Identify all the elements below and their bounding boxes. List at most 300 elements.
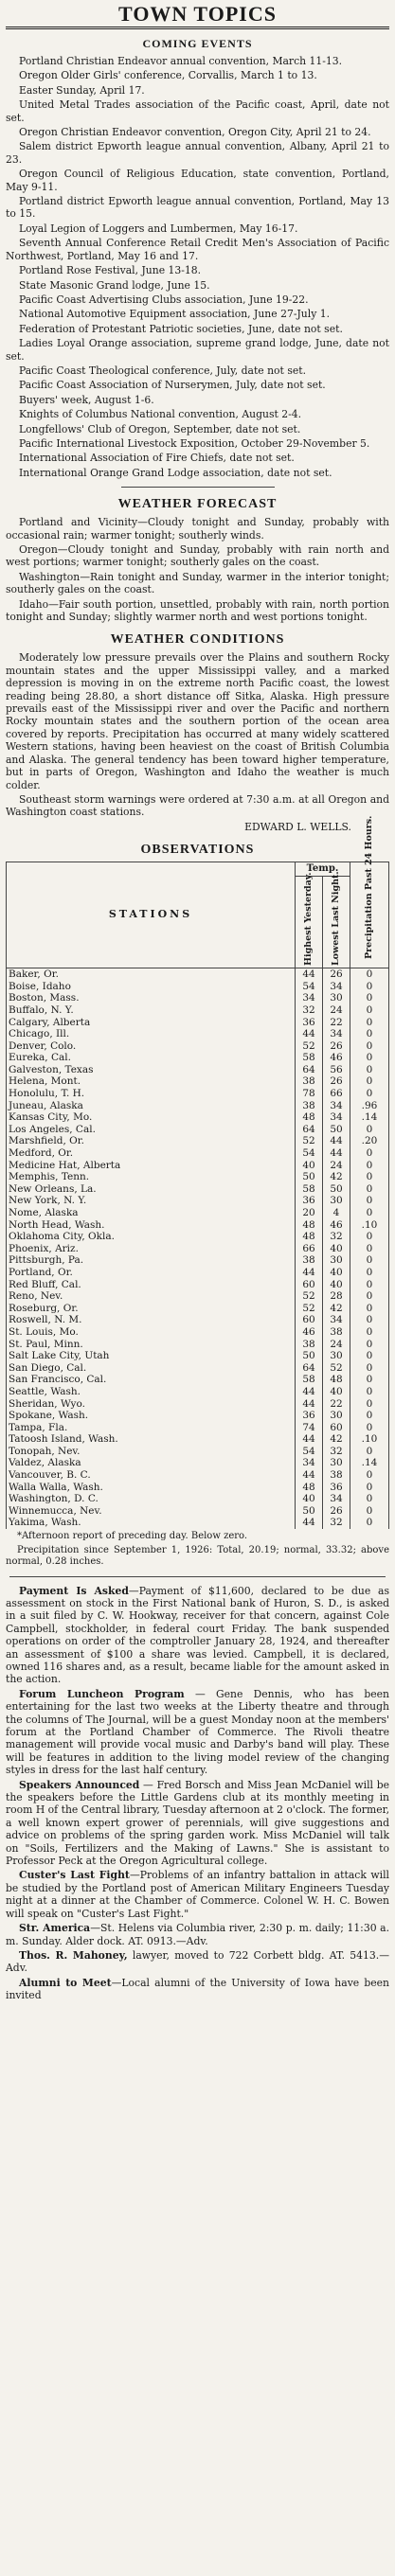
low-temp: 26 <box>323 1075 350 1088</box>
precipitation: 0 <box>350 1279 389 1291</box>
event-item: International Association of Fire Chiefs, date not set. <box>19 452 295 465</box>
station-name: Portland, Or. <box>7 1267 296 1279</box>
station-name: Seattle, Wash. <box>7 1386 296 1398</box>
table-row <box>7 1160 389 1172</box>
high-temp: 52 <box>296 1290 323 1303</box>
precipitation: 0 <box>350 1231 389 1243</box>
precip-column-header <box>350 815 389 968</box>
event-item: Portland district Epworth league annual convention, Portland, May 13 to 15. <box>6 195 389 221</box>
table-row <box>7 1505 389 1518</box>
high-temp: 60 <box>296 1314 323 1326</box>
station-name: Eureka, Cal. <box>7 1052 296 1064</box>
high-column-label: Highest Yesterday. <box>302 872 314 967</box>
table-row <box>7 1303 389 1315</box>
temp-group-header: Temp. <box>296 862 350 877</box>
news-item-body: —St. Helens via Columbia river, 2:30 p. m. daily; 11:30 a. m. Sunday. Alder dock. AT. 0913.—Adv. <box>6 1922 390 1947</box>
low-temp: 32 <box>323 1231 350 1243</box>
precipitation: 0 <box>350 1183 389 1196</box>
high-temp: 48 <box>296 1231 323 1243</box>
precipitation: 0 <box>350 1195 389 1207</box>
news-item <box>6 1688 389 1777</box>
station-name: Boise, Idaho <box>7 981 296 993</box>
news-item-headline: Thos. R. Mahoney, <box>19 1948 128 1962</box>
divider <box>9 1576 386 1577</box>
event-item: Longfellows' Club of Oregon, September, date not set. <box>19 422 301 435</box>
high-temp: 38 <box>296 1100 323 1112</box>
low-temp: 52 <box>323 1362 350 1375</box>
table-row <box>7 1279 389 1291</box>
precipitation: 0 <box>350 1040 389 1053</box>
precipitation: .20 <box>350 1135 389 1147</box>
precipitation: .14 <box>350 1111 389 1124</box>
table-row <box>7 1243 389 1255</box>
station-name: Vancouver, B. C. <box>7 1469 296 1482</box>
station-name: Marshfield, Or. <box>7 1135 296 1147</box>
observations-heading: OBSERVATIONS <box>140 843 255 858</box>
station-name: Sheridan, Wyo. <box>7 1398 296 1411</box>
low-temp: 24 <box>323 1339 350 1351</box>
station-name: New York, N. Y. <box>7 1195 296 1207</box>
station-name: Red Bluff, Cal. <box>7 1279 296 1291</box>
conditions-paragraph: Southeast storm warnings were ordered at 7:30 a.m. at all Oregon and Washington coast stations. <box>6 792 389 819</box>
high-temp: 36 <box>296 1017 323 1029</box>
table-row <box>7 1147 389 1160</box>
precipitation: 0 <box>350 1339 389 1351</box>
conditions-signature: EDWARD L. WELLS. <box>244 820 351 833</box>
coming-events-section <box>6 37 389 479</box>
precipitation: 0 <box>350 1017 389 1029</box>
high-temp: 34 <box>296 992 323 1004</box>
high-temp: 48 <box>296 1219 323 1232</box>
high-temp: 38 <box>296 1254 323 1267</box>
event-item: Pacific International Livestock Exposition, October 29-November 5. <box>19 436 370 450</box>
low-temp: 46 <box>323 1052 350 1064</box>
high-temp: 64 <box>296 1124 323 1136</box>
weather-forecast-list <box>6 516 389 623</box>
event-item: Portland Rose Festival, June 13-18. <box>19 264 202 277</box>
low-temp: 50 <box>323 1124 350 1136</box>
low-temp: 44 <box>323 1147 350 1160</box>
stations-column-label: STATIONS <box>108 908 193 921</box>
news-item <box>6 1977 389 2002</box>
high-temp: 50 <box>296 1171 323 1183</box>
station-name: North Head, Wash. <box>7 1219 296 1232</box>
precipitation: 0 <box>350 981 389 993</box>
high-temp: 64 <box>296 1362 323 1375</box>
station-name: Honolulu, T. H. <box>7 1088 296 1100</box>
low-temp: 34 <box>323 1028 350 1040</box>
event-item: Pacific Coast Association of Nurserymen, July, date not set. <box>19 379 326 392</box>
high-temp: 50 <box>296 1350 323 1362</box>
table-row <box>7 1028 389 1040</box>
low-temp: 40 <box>323 1386 350 1398</box>
precipitation: 0 <box>350 1398 389 1411</box>
event-item: National Automotive Equipment association, June 27-July 1. <box>19 308 331 321</box>
high-temp: 36 <box>296 1195 323 1207</box>
table-row <box>7 992 389 1004</box>
precipitation: 0 <box>350 1088 389 1100</box>
table-row <box>7 1207 389 1219</box>
precipitation: 0 <box>350 968 389 981</box>
station-name: Tonopah, Nev. <box>7 1446 296 1458</box>
weather-forecast-heading: WEATHER FORECAST <box>117 497 278 512</box>
high-temp: 58 <box>296 1052 323 1064</box>
news-item-body: —Local alumni of the University of Iowa have been invited <box>6 1976 389 2002</box>
station-name: San Diego, Cal. <box>7 1362 296 1375</box>
table-row <box>7 1326 389 1339</box>
high-temp: 66 <box>296 1243 323 1255</box>
stations-column-header <box>7 862 296 968</box>
event-item: Ladies Loyal Orange association, supreme grand lodge, June, date not set. <box>6 337 389 363</box>
low-column-header <box>323 871 350 968</box>
low-temp: 42 <box>323 1171 350 1183</box>
precipitation: 0 <box>350 1422 389 1434</box>
precipitation: 0 <box>350 1052 389 1064</box>
station-name: Los Angeles, Cal. <box>7 1124 296 1136</box>
precipitation: 0 <box>350 1350 389 1362</box>
precipitation: 0 <box>350 1446 389 1458</box>
table-row <box>7 1040 389 1053</box>
precip-column-label: Precipitation Past 24 Hours. <box>363 815 374 959</box>
coming-events-heading: COMING EVENTS <box>142 37 253 50</box>
table-row <box>7 1052 389 1064</box>
table-row <box>7 1195 389 1207</box>
low-temp: 48 <box>323 1374 350 1386</box>
table-row <box>7 1135 389 1147</box>
event-item: Oregon Christian Endeavor convention, Oregon City, April 21 to 24. <box>19 126 371 139</box>
table-row <box>7 1469 389 1482</box>
table-row <box>7 1064 389 1076</box>
station-name: Buffalo, N. Y. <box>7 1004 296 1017</box>
precipitation: 0 <box>350 1004 389 1017</box>
precipitation: .10 <box>350 1219 389 1232</box>
table-row <box>7 1350 389 1362</box>
precipitation: 0 <box>350 1410 389 1422</box>
station-name: Nome, Alaska <box>7 1207 296 1219</box>
high-temp: 38 <box>296 1339 323 1351</box>
event-item: Loyal Legion of Loggers and Lumbermen, May 16-17. <box>19 222 298 235</box>
weather-conditions-section <box>6 632 389 833</box>
high-temp: 44 <box>296 968 323 981</box>
weather-conditions-list <box>6 651 389 818</box>
high-temp: 46 <box>296 1326 323 1339</box>
low-temp: 30 <box>323 1254 350 1267</box>
table-row <box>7 1088 389 1100</box>
precipitation: 0 <box>350 1147 389 1160</box>
precipitation: 0 <box>350 1064 389 1076</box>
low-temp: 26 <box>323 968 350 981</box>
table-row <box>7 1339 389 1351</box>
event-item: Pacific Coast Advertising Clubs association, June 19-22. <box>19 293 309 306</box>
precipitation: .96 <box>350 1100 389 1112</box>
news-item <box>6 1949 389 1975</box>
high-temp: 44 <box>296 1267 323 1279</box>
event-item: Buyers' week, August 1-6. <box>19 393 154 406</box>
news-item <box>6 1869 389 1920</box>
news-item-headline: Custer's Last Fight <box>19 1869 130 1882</box>
precipitation: 0 <box>350 1124 389 1136</box>
high-temp: 64 <box>296 1064 323 1076</box>
forecast-item: Washington—Rain tonight and Sunday, warmer in the interior tonight; southerly gales on the coast. <box>6 570 389 596</box>
table-row <box>7 1457 389 1469</box>
table-row <box>7 1374 389 1386</box>
observations-footnotes <box>6 1531 389 1569</box>
high-temp: 48 <box>296 1111 323 1124</box>
precipitation: 0 <box>350 1254 389 1267</box>
station-name: Helena, Mont. <box>7 1075 296 1088</box>
table-row <box>7 1398 389 1411</box>
high-temp: 44 <box>296 1386 323 1398</box>
divider <box>121 487 275 488</box>
precipitation: 0 <box>350 1517 389 1529</box>
table-row <box>7 1111 389 1124</box>
event-item: United Metal Trades association of the Pacific coast, April, date not set. <box>6 98 389 124</box>
event-item: Easter Sunday, April 17. <box>19 83 145 97</box>
table-row <box>7 1075 389 1088</box>
news-item-body: — Gene Dennis, who has been entertaining for the last two weeks at the Liberty theatre and through the columns of The Journal, will be a guest Monday noon at the members' forum at the Portland Chamber of Commerce. The Rivoli theatre management will provide vocal music and Darby's band will play. These will be features in addition to the living model review of the changing styles in dress for the last half century. <box>6 1687 389 1777</box>
low-temp: 38 <box>323 1326 350 1339</box>
low-temp: 22 <box>323 1017 350 1029</box>
high-temp: 34 <box>296 1457 323 1469</box>
low-temp: 32 <box>323 1446 350 1458</box>
low-temp: 32 <box>323 1517 350 1529</box>
station-name: Denver, Colo. <box>7 1040 296 1053</box>
high-temp: 58 <box>296 1183 323 1196</box>
low-temp: 44 <box>323 1135 350 1147</box>
high-temp: 44 <box>296 1517 323 1529</box>
station-name: St. Louis, Mo. <box>7 1326 296 1339</box>
conditions-paragraph: Moderately low pressure prevails over the Plains and southern Rocky mountain states and the upper Mississippi valley, and a marked depression is moving in on the extreme north Pacific coast, the lowest reading being 28.80, a short distance off Sitka, Alaska. High pressure prevails east of the Mississippi river and over the Pacific and northern Rocky mountain states and the southern portion of the ocean area covered by reports. Precipitation has occurred at many widely scattered Western stations, having been heaviest on the coast of British Columbia and Alaska. The general tendency has been toward higher temperature, but in parts of Oregon, Washington and Idaho the weather is much colder. <box>6 651 389 791</box>
station-name: Pittsburgh, Pa. <box>7 1254 296 1267</box>
low-temp: 24 <box>323 1004 350 1017</box>
high-temp: 50 <box>296 1505 323 1518</box>
table-row <box>7 1100 389 1112</box>
precipitation: 0 <box>350 1505 389 1518</box>
station-name: Galveston, Texas <box>7 1064 296 1076</box>
low-temp: 30 <box>323 1457 350 1469</box>
low-temp: 34 <box>323 1493 350 1505</box>
table-row <box>7 1183 389 1196</box>
high-temp: 40 <box>296 1493 323 1505</box>
table-row <box>7 1517 389 1529</box>
low-temp: 30 <box>323 1195 350 1207</box>
precipitation: 0 <box>350 1171 389 1183</box>
station-name: Kansas City, Mo. <box>7 1111 296 1124</box>
table-row <box>7 1017 389 1029</box>
table-row <box>7 1446 389 1458</box>
high-temp: 58 <box>296 1374 323 1386</box>
news-item-body: —Problems of an infantry battalion in attack will be studied by the Portland post of American Military Engineers Tuesday night at a dinner at the Chamber of Commerce. Colonel W. H. C. Bowen will speak on "Custer's Last Fight." <box>6 1869 389 1920</box>
station-name: Calgary, Alberta <box>7 1017 296 1029</box>
low-temp: 36 <box>323 1482 350 1494</box>
precipitation: 0 <box>350 1267 389 1279</box>
event-item: Oregon Council of Religious Education, state convention, Portland, May 9-11. <box>6 168 389 193</box>
low-temp: 34 <box>323 1111 350 1124</box>
precipitation: 0 <box>350 1207 389 1219</box>
precipitation: 0 <box>350 1028 389 1040</box>
forecast-item: Idaho—Fair south portion, unsettled, probably with rain, north portion tonight and Sunday; slightly warmer north and west portions tonight. <box>6 597 389 624</box>
high-temp: 32 <box>296 1004 323 1017</box>
station-name: Boston, Mass. <box>7 992 296 1004</box>
low-temp: 60 <box>323 1422 350 1434</box>
low-temp: 50 <box>323 1183 350 1196</box>
news-item <box>6 1585 389 1686</box>
news-item-body: —Payment of $11,600, declared to be due as assessment on stock in the First National bank of Huron, S. D., is asked in a suit filed by C. W. Hookway, receiver for that concern, against Cole Campbell, stockholder, in federal court Friday. The bank suspended operations on order of the comptroller January 28, 1924, and thereafter an assessment of $100 a share was levied. Campbell, it is declared, owned 116 shares and, as a result, became liable for the amount asked in the action. <box>6 1584 389 1686</box>
precipitation: 0 <box>350 1493 389 1505</box>
station-name: Medford, Or. <box>7 1147 296 1160</box>
event-item: Seventh Annual Conference Retail Credit Men's Association of Pacific Northwest, Portland, May 16 and 17. <box>6 237 389 262</box>
low-temp: 26 <box>323 1505 350 1518</box>
low-temp: 30 <box>323 1410 350 1422</box>
masthead: TOWN TOPICS <box>6 0 389 29</box>
table-row <box>7 981 389 993</box>
station-name: Tampa, Fla. <box>7 1422 296 1434</box>
high-temp: 20 <box>296 1207 323 1219</box>
table-row <box>7 968 389 981</box>
event-item: Portland Christian Endeavor annual convention, March 11-13. <box>19 55 343 67</box>
table-row <box>7 1219 389 1232</box>
event-item: Oregon Older Girls' conference, Corvallis, March 1 to 13. <box>19 69 317 82</box>
event-item: Knights of Columbus National convention, August 2-4. <box>19 408 302 421</box>
precipitation: .10 <box>350 1433 389 1446</box>
low-temp: 38 <box>323 1469 350 1482</box>
observations-body <box>7 968 389 1529</box>
table-row <box>7 1386 389 1398</box>
precipitation: 0 <box>350 1290 389 1303</box>
high-temp: 36 <box>296 1410 323 1422</box>
station-name: Valdez, Alaska <box>7 1457 296 1469</box>
station-name: Walla Walla, Wash. <box>7 1482 296 1494</box>
high-temp: 74 <box>296 1422 323 1434</box>
news-items <box>6 1585 389 2002</box>
precipitation: 0 <box>350 1482 389 1494</box>
table-row <box>7 1254 389 1267</box>
low-temp: 30 <box>323 1350 350 1362</box>
station-name: Medicine Hat, Alberta <box>7 1160 296 1172</box>
station-name: Reno, Nev. <box>7 1290 296 1303</box>
high-temp: 44 <box>296 1398 323 1411</box>
low-temp: 42 <box>323 1303 350 1315</box>
high-temp: 40 <box>296 1160 323 1172</box>
observations-footnote: Precipitation since September 1, 1926: Total, 20.19; normal, 33.32; above normal, 0.28 inches. <box>6 1544 389 1568</box>
event-item: Salem district Epworth league annual convention, Albany, April 21 to 23. <box>6 140 389 166</box>
precipitation: 0 <box>350 1362 389 1375</box>
table-row <box>7 1362 389 1375</box>
table-row <box>7 1231 389 1243</box>
event-item: Federation of Protestant Patriotic societies, June, date not set. <box>19 322 343 335</box>
event-item: Pacific Coast Theological conference, July, date not set. <box>19 364 307 377</box>
forecast-item: Oregon—Cloudy tonight and Sunday, probably with rain north and west portions; warmer tonight; southerly gales on the coast. <box>6 543 389 569</box>
high-temp: 44 <box>296 1469 323 1482</box>
precipitation: 0 <box>350 1374 389 1386</box>
low-temp: 28 <box>323 1290 350 1303</box>
high-temp: 52 <box>296 1303 323 1315</box>
table-row <box>7 1433 389 1446</box>
table-row <box>7 1004 389 1017</box>
station-name: Baker, Or. <box>7 968 296 981</box>
precipitation: 0 <box>350 1160 389 1172</box>
low-temp: 40 <box>323 1279 350 1291</box>
low-temp: 66 <box>323 1088 350 1100</box>
low-column-label: Lowest Last Night. <box>330 871 341 967</box>
table-row <box>7 1410 389 1422</box>
news-item <box>6 1779 389 1868</box>
high-temp: 52 <box>296 1135 323 1147</box>
table-row <box>7 1267 389 1279</box>
low-temp: 4 <box>323 1207 350 1219</box>
station-name: San Francisco, Cal. <box>7 1374 296 1386</box>
low-temp: 56 <box>323 1064 350 1076</box>
low-temp: 46 <box>323 1219 350 1232</box>
station-name: Washington, D. C. <box>7 1493 296 1505</box>
news-item <box>6 1922 389 1947</box>
high-temp: 52 <box>296 1040 323 1053</box>
forecast-item: Portland and Vicinity—Cloudy tonight and Sunday, probably with occasional rain; warmer tonight; southerly winds. <box>6 516 389 542</box>
news-item-body: lawyer, moved to 722 Corbett bldg. AT. 5413.—Adv. <box>6 1948 389 1975</box>
table-row <box>7 1171 389 1183</box>
low-temp: 34 <box>323 1100 350 1112</box>
high-temp: 54 <box>296 1147 323 1160</box>
high-temp: 54 <box>296 981 323 993</box>
low-temp: 24 <box>323 1160 350 1172</box>
station-name: Phoenix, Ariz. <box>7 1243 296 1255</box>
precipitation: 0 <box>350 1469 389 1482</box>
observations-footnote: *Afternoon report of preceding day. Below zero. <box>17 1531 248 1542</box>
low-temp: 42 <box>323 1433 350 1446</box>
precipitation: .14 <box>350 1457 389 1469</box>
high-temp: 38 <box>296 1075 323 1088</box>
low-temp: 34 <box>323 1314 350 1326</box>
station-name: Winnemucca, Nev. <box>7 1505 296 1518</box>
table-row <box>7 1314 389 1326</box>
precipitation: 0 <box>350 1314 389 1326</box>
station-name: Memphis, Tenn. <box>7 1171 296 1183</box>
table-row <box>7 1290 389 1303</box>
news-item-headline: Str. America <box>19 1922 91 1935</box>
station-name: Spokane, Wash. <box>7 1410 296 1422</box>
high-temp: 44 <box>296 1433 323 1446</box>
news-item-headline: Payment Is Asked <box>19 1584 129 1597</box>
news-item-headline: Forum Luncheon Program <box>19 1687 185 1700</box>
precipitation: 0 <box>350 1326 389 1339</box>
event-item: State Masonic Grand lodge, June 15. <box>19 278 210 292</box>
low-temp: 40 <box>323 1267 350 1279</box>
news-item-headline: Alumni to Meet <box>19 1976 112 1989</box>
table-row <box>7 1493 389 1505</box>
high-temp: 78 <box>296 1088 323 1100</box>
table-row <box>7 1422 389 1434</box>
station-name: Juneau, Alaska <box>7 1100 296 1112</box>
high-temp: 60 <box>296 1279 323 1291</box>
station-name: Salt Lake City, Utah <box>7 1350 296 1362</box>
high-temp: 44 <box>296 1028 323 1040</box>
low-temp: 22 <box>323 1398 350 1411</box>
station-name: St. Paul, Minn. <box>7 1339 296 1351</box>
low-temp: 30 <box>323 992 350 1004</box>
high-temp: 48 <box>296 1482 323 1494</box>
station-name: Yakima, Wash. <box>7 1517 296 1529</box>
station-name: Oklahoma City, Okla. <box>7 1231 296 1243</box>
table-row <box>7 1124 389 1136</box>
station-name: Roswell, N. M. <box>7 1314 296 1326</box>
low-temp: 40 <box>323 1243 350 1255</box>
weather-forecast-section <box>6 497 389 623</box>
coming-events-list <box>6 55 389 479</box>
low-temp: 34 <box>323 981 350 993</box>
low-temp: 26 <box>323 1040 350 1053</box>
station-name: Tatoosh Island, Wash. <box>7 1433 296 1446</box>
precipitation: 0 <box>350 1075 389 1088</box>
